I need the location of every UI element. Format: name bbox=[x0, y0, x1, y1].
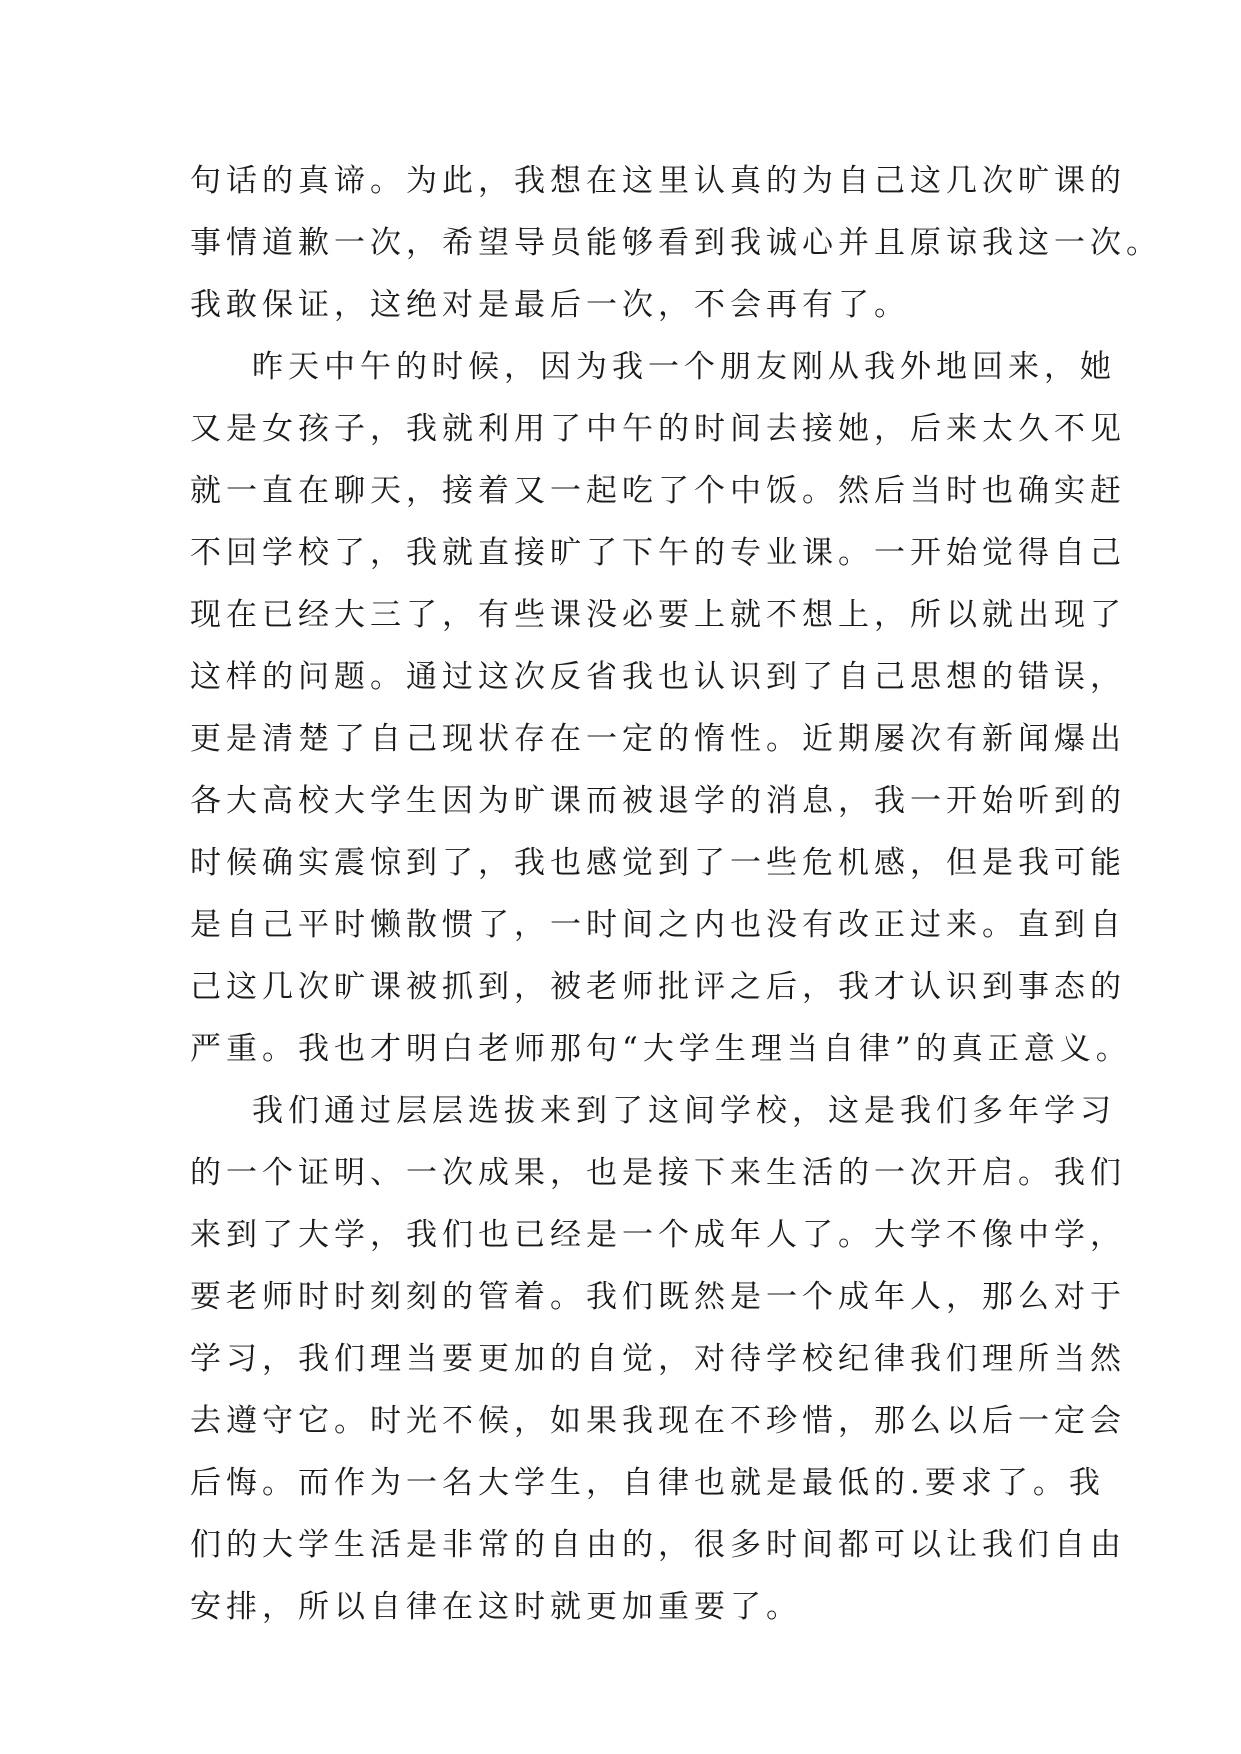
text-line: 又是女孩子，我就利用了中午的时间去接她，后来太久不见 bbox=[190, 411, 1126, 447]
text-line: 句话的真谛。为此，我想在这里认真的为自己这几次旷课的 bbox=[190, 163, 1126, 199]
text-line: 严重。我也才明白老师那句“大学生理当自律”的真正意义。 bbox=[190, 1031, 1132, 1067]
text-line: 安排，所以自律在这时就更加重要了。 bbox=[190, 1589, 802, 1625]
text-line: 现在已经大三了，有些课没必要上就不想上，所以就出现了 bbox=[190, 597, 1126, 633]
text-line: 各大高校大学生因为旷课而被退学的消息，我一开始听到的 bbox=[190, 783, 1126, 819]
text-line: 不回学校了，我就直接旷了下午的专业课。一开始觉得自己 bbox=[190, 535, 1126, 571]
text-line: 们的大学生活是非常的自由的，很多时间都可以让我们自由 bbox=[190, 1527, 1126, 1563]
paragraph-start-line: 昨天中午的时候，因为我一个朋友刚从我外地回来，她 bbox=[252, 349, 1116, 385]
text-line: 是自己平时懒散惯了，一时间之内也没有改正过来。直到自 bbox=[190, 907, 1126, 943]
text-line: 后悔。而作为一名大学生，自律也就是最低的.要求了。我 bbox=[190, 1465, 1105, 1501]
body-text bbox=[190, 150, 1162, 1638]
text-line: 这样的问题。通过这次反省我也认识到了自己思想的错误， bbox=[190, 659, 1126, 695]
text-line: 来到了大学，我们也已经是一个成年人了。大学不像中学， bbox=[190, 1217, 1126, 1253]
text-line: 学习，我们理当要更加的自觉，对待学校纪律我们理所当然 bbox=[190, 1341, 1126, 1377]
text-line: 更是清楚了自己现状存在一定的惰性。近期屡次有新闻爆出 bbox=[190, 721, 1126, 757]
paragraph-start-line: 我们通过层层选拔来到了这间学校，这是我们多年学习 bbox=[252, 1093, 1116, 1129]
text-line: 时候确实震惊到了，我也感觉到了一些危机感，但是我可能 bbox=[190, 845, 1126, 881]
text-line: 要老师时时刻刻的管着。我们既然是一个成年人，那么对于 bbox=[190, 1279, 1126, 1315]
text-line: 我敢保证，这绝对是最后一次，不会再有了。 bbox=[190, 287, 910, 323]
text-line: 己这几次旷课被抓到，被老师批评之后，我才认识到事态的 bbox=[190, 969, 1126, 1005]
text-line: 就一直在聊天，接着又一起吃了个中饭。然后当时也确实赶 bbox=[190, 473, 1126, 509]
text-line: 事情道歉一次，希望导员能够看到我诚心并且原谅我这一次。 bbox=[190, 225, 1162, 261]
text-line: 去遵守它。时光不候，如果我现在不珍惜，那么以后一定会 bbox=[190, 1403, 1126, 1439]
text-line: 的一个证明、一次成果，也是接下来生活的一次开启。我们 bbox=[190, 1155, 1126, 1191]
